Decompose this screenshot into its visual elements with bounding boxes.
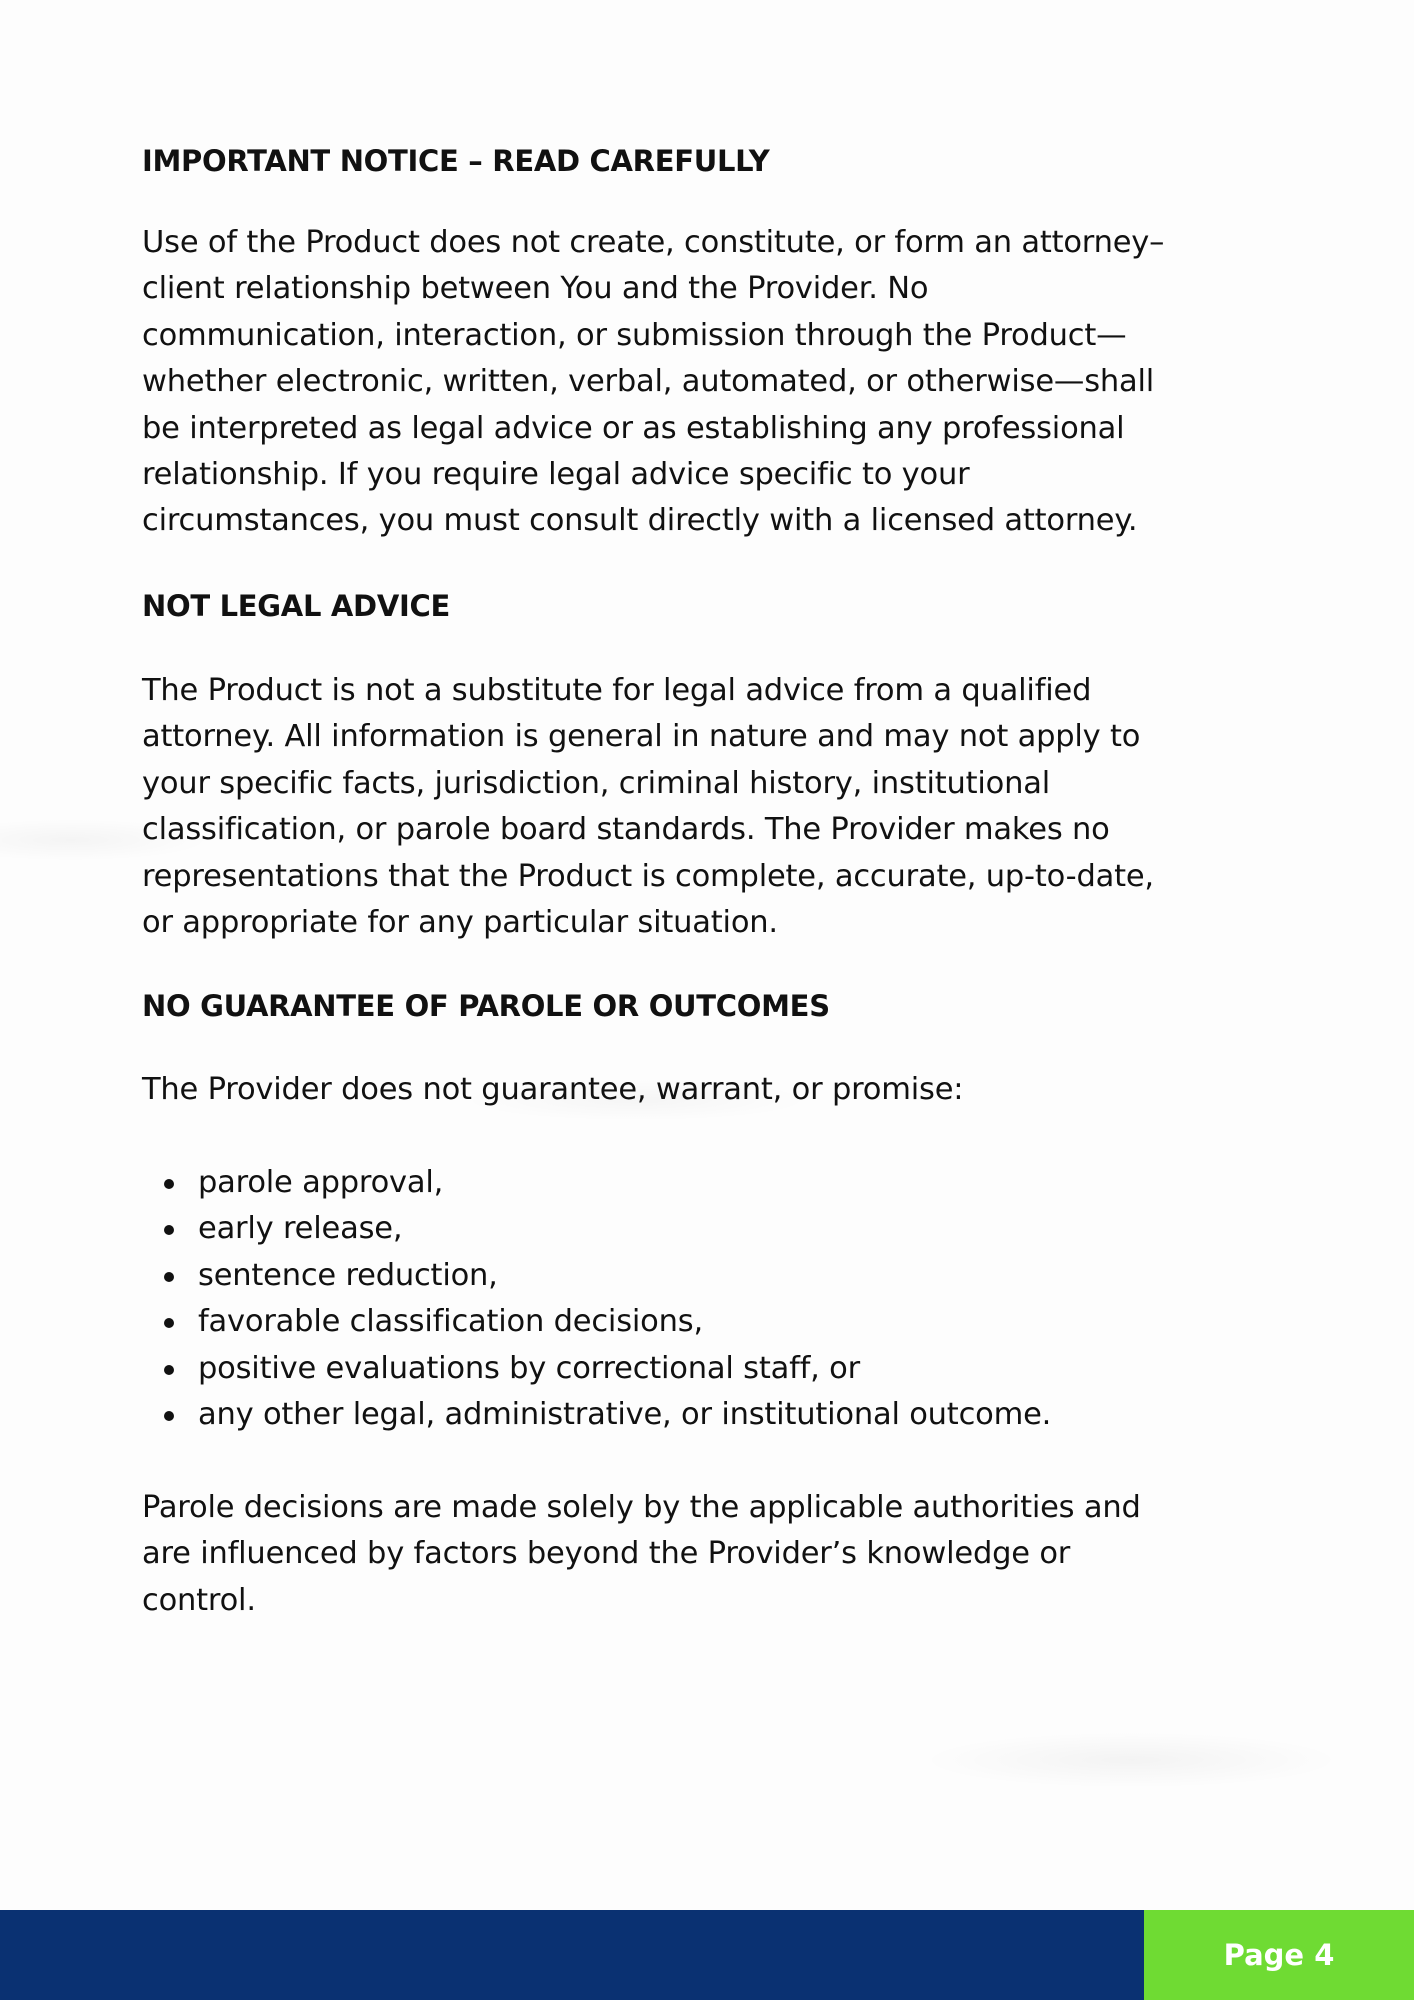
list-item: parole approval, — [142, 1160, 1292, 1206]
paragraph-line: your specific facts, jurisdiction, criminal history, institutional — [142, 765, 1051, 801]
list-item: sentence reduction, — [142, 1253, 1292, 1299]
list-item: positive evaluations by correctional staff, or — [142, 1346, 1292, 1392]
paragraph-line: Parole decisions are made solely by the applicable authorities and — [142, 1490, 1141, 1525]
guarantee-list — [142, 1160, 1292, 1438]
paragraph-line: relationship. If you require legal advice specific to your — [142, 457, 970, 493]
paragraph-line: representations that the Product is complete, accurate, up-to-date, — [142, 858, 1154, 894]
paragraph-not-legal-advice — [142, 668, 1292, 946]
paragraph-line: are influenced by factors beyond the Provider’s knowledge or — [142, 1536, 1071, 1572]
heading-important-notice — [142, 138, 1292, 184]
section-heading: IMPORTANT NOTICE – READ CAREFULLY — [142, 144, 770, 178]
section-heading: NO GUARANTEE OF PAROLE OR OUTCOMES — [142, 989, 830, 1023]
page-number-badge: Page 4 — [1144, 1910, 1414, 2000]
paragraph-line: The Product is not a substitute for legal advice from a qualified — [142, 673, 1092, 708]
paragraph-line: The Provider does not guarantee, warrant, or promise: — [142, 1072, 964, 1107]
heading-no-guarantee — [142, 983, 1292, 1029]
paragraph-line: or appropriate for any particular situation. — [142, 905, 778, 941]
list-item: early release, — [142, 1206, 1292, 1252]
paragraph-parole-decisions — [142, 1485, 1292, 1624]
paragraph-line: attorney. All information is general in nature and may not apply to — [142, 719, 1141, 755]
paragraph-line: be interpreted as legal advice or as establishing any professional — [142, 410, 1125, 446]
paragraph-line: circumstances, you must consult directly with a licensed attorney. — [142, 503, 1138, 539]
list-item: favorable classification decisions, — [142, 1299, 1292, 1345]
paragraph-line: control. — [142, 1582, 256, 1618]
paragraph-line: client relationship between You and the Provider. No — [142, 271, 929, 307]
footer-bar — [0, 1910, 1414, 2000]
heading-not-legal-advice — [142, 583, 1292, 629]
paragraph-line: whether electronic, written, verbal, automated, or otherwise—shall — [142, 364, 1155, 400]
paragraph-no-guarantee — [142, 1067, 1292, 1113]
paragraph-line: classification, or parole board standards. The Provider makes no — [142, 812, 1110, 848]
section-heading: NOT LEGAL ADVICE — [142, 589, 450, 623]
paragraph-line: communication, interaction, or submission through the Product— — [142, 317, 1127, 353]
paragraph-important-notice — [142, 220, 1292, 545]
paragraph-line: Use of the Product does not create, constitute, or form an attorney– — [142, 225, 1165, 260]
list-item: any other legal, administrative, or institutional outcome. — [142, 1392, 1292, 1438]
